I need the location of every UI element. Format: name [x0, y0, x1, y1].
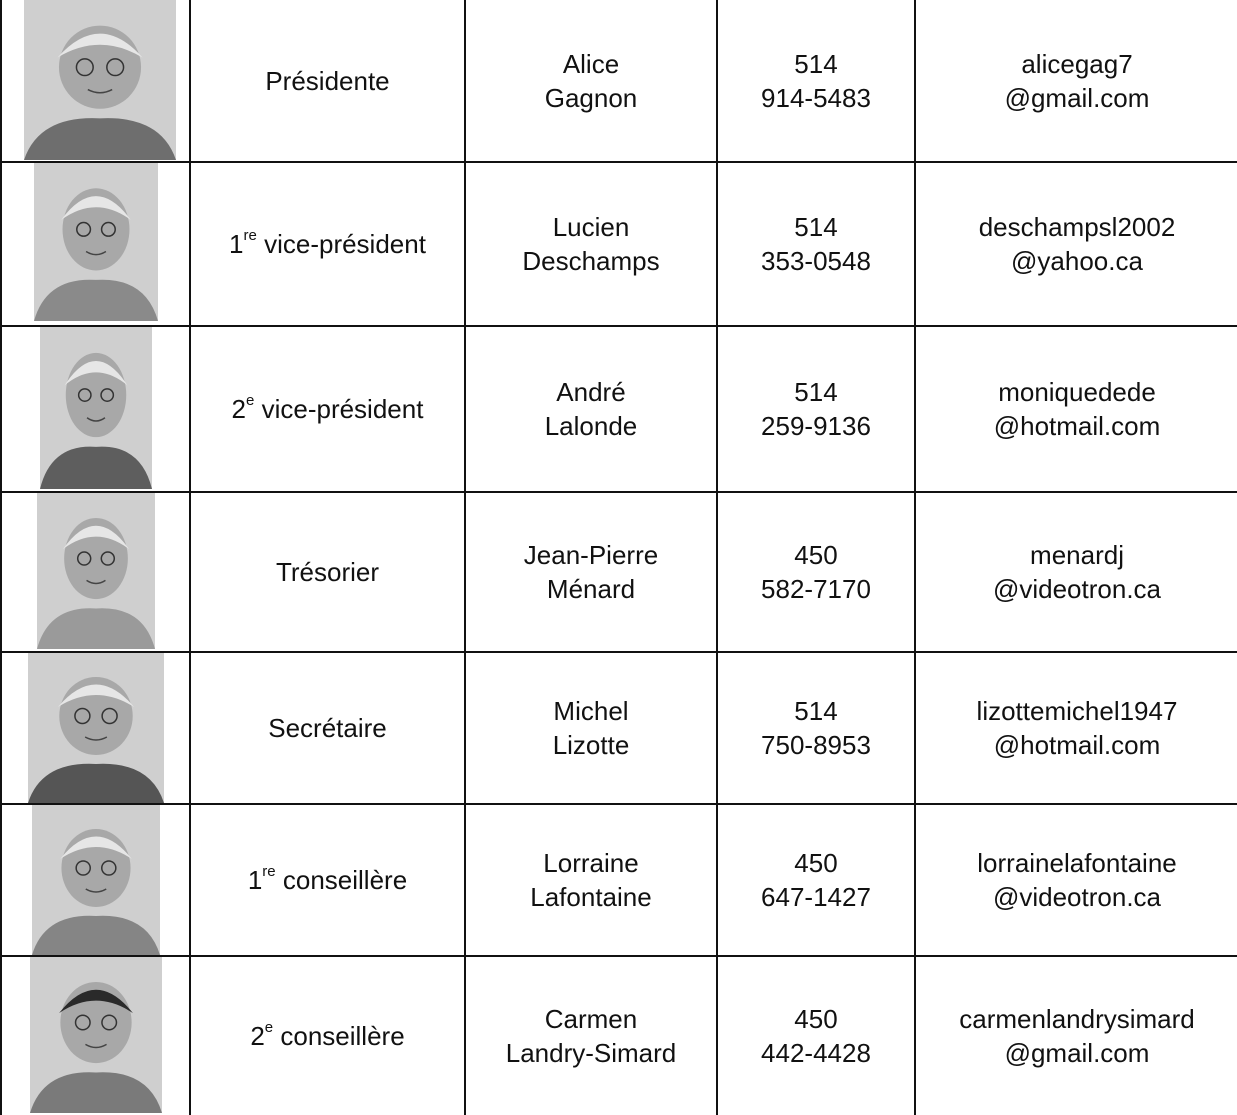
phone-cell: [717, 492, 915, 652]
last-name: Landry-Simard: [505, 1038, 677, 1068]
email-cell: [915, 0, 1237, 162]
name-cell: [465, 326, 717, 492]
email-user: moniquedede: [998, 377, 1156, 407]
phone-number: 750-8953: [761, 730, 871, 760]
phone-number: 647-1427: [761, 882, 871, 912]
role-label: 1: [229, 229, 244, 259]
role-cell: [190, 492, 465, 652]
email-user: alicegag7: [1021, 48, 1133, 79]
table-row: [1, 0, 1237, 162]
role-cell: [190, 804, 465, 956]
last-name: Lalonde: [544, 411, 638, 441]
last-name: Lizotte: [552, 730, 630, 760]
table-body: [1, 0, 1237, 1115]
phone-area-code: 514: [794, 212, 838, 242]
name-cell: [465, 162, 717, 326]
name-cell: [465, 956, 717, 1115]
last-name: Gagnon: [544, 82, 638, 113]
email-cell: [915, 956, 1237, 1115]
first-name: Jean-Pierre: [523, 540, 659, 570]
phone-area-code: 450: [794, 1004, 838, 1034]
name-cell: [465, 804, 717, 956]
role-cell: [190, 652, 465, 804]
phone-cell: [717, 804, 915, 956]
role-label: Secrétaire: [268, 713, 387, 743]
last-name: Lafontaine: [530, 882, 652, 912]
phone-cell: [717, 162, 915, 326]
portrait-photo-3: [40, 327, 152, 489]
email-cell: [915, 162, 1237, 326]
photo-cell: [1, 956, 190, 1115]
role-label-rest: vice-président: [254, 394, 424, 424]
phone-cell: [717, 0, 915, 162]
email-user: carmenlandrysimard: [959, 1004, 1195, 1034]
phone-cell: [717, 956, 915, 1115]
email-user: menardj: [1030, 540, 1124, 570]
role-label-rest: conseillère: [275, 865, 408, 895]
role-label-rest: vice-président: [256, 229, 426, 259]
phone-area-code: 450: [794, 848, 838, 878]
portrait-frame: [28, 653, 164, 803]
photo-cell: [1, 804, 190, 956]
email-domain: @videotron.ca: [992, 574, 1162, 604]
email-domain: @yahoo.ca: [1011, 246, 1143, 276]
portrait-photo-2: [34, 163, 158, 321]
email-cell: [915, 492, 1237, 652]
email-user: lizottemichel1947: [976, 696, 1178, 726]
email-user: deschampsl2002: [978, 212, 1176, 242]
role-cell: [190, 0, 465, 162]
portrait-photo-6: [32, 805, 160, 955]
portrait-photo-4: [37, 493, 155, 649]
email-domain: @hotmail.com: [993, 411, 1161, 441]
name-cell: [465, 652, 717, 804]
photo-cell: [1, 492, 190, 652]
table-row: [1, 492, 1237, 652]
email-domain: @hotmail.com: [993, 730, 1161, 760]
portrait-photo-5: [28, 653, 164, 803]
portrait-frame: [24, 0, 176, 160]
role-cell: [190, 162, 465, 326]
role-label: 1: [247, 865, 263, 895]
photo-cell: [1, 326, 190, 492]
portrait-frame: [37, 493, 155, 649]
first-name: Michel: [553, 696, 629, 726]
phone-number: 259-9136: [761, 411, 871, 441]
phone-cell: [717, 326, 915, 492]
photo-cell: [1, 0, 190, 162]
table-row: [1, 162, 1237, 326]
phone-number: 582-7170: [761, 574, 871, 604]
email-cell: [915, 326, 1237, 492]
role-cell: [190, 956, 465, 1115]
table-row: [1, 956, 1237, 1115]
phone-area-code: 450: [794, 540, 838, 570]
email-domain: @videotron.ca: [992, 882, 1162, 912]
email-cell: [915, 804, 1237, 956]
first-name: André: [556, 377, 626, 407]
photo-cell: [1, 652, 190, 804]
phone-number: 914-5483: [761, 82, 871, 113]
portrait-frame: [30, 957, 162, 1113]
last-name: Deschamps: [522, 246, 660, 276]
email-domain: @gmail.com: [1004, 82, 1150, 113]
table-row: [1, 652, 1237, 804]
portrait-frame: [40, 327, 152, 489]
first-name: Alice: [562, 48, 620, 79]
phone-area-code: 514: [794, 48, 838, 79]
portrait-frame: [32, 805, 160, 955]
name-cell: [465, 492, 717, 652]
phone-number: 353-0548: [761, 246, 871, 276]
role-ordinal-suffix: re: [243, 227, 257, 245]
role-label: Trésorier: [275, 557, 380, 587]
email-cell: [915, 652, 1237, 804]
photo-cell: [1, 162, 190, 326]
last-name: Ménard: [546, 574, 636, 604]
portrait-photo-7: [30, 957, 162, 1113]
role-label: Présidente: [265, 65, 390, 96]
phone-cell: [717, 652, 915, 804]
table-row: [1, 326, 1237, 492]
role-ordinal-suffix: re: [262, 863, 276, 881]
first-name: Lorraine: [543, 848, 639, 878]
role-ordinal-suffix: e: [264, 1019, 274, 1037]
portrait-photo-1: [24, 0, 176, 160]
first-name: Lucien: [552, 212, 630, 242]
role-label-rest: conseillère: [273, 1021, 405, 1051]
phone-area-code: 514: [794, 377, 838, 407]
role-label: 2: [250, 1021, 265, 1051]
role-label: 2: [231, 394, 247, 424]
table-row: [1, 804, 1237, 956]
role-cell: [190, 326, 465, 492]
email-domain: @gmail.com: [1004, 1038, 1150, 1068]
phone-area-code: 514: [794, 696, 838, 726]
role-ordinal-suffix: e: [246, 392, 255, 410]
email-user: lorrainelafontaine: [977, 848, 1177, 878]
portrait-frame: [34, 163, 158, 321]
name-cell: [465, 0, 717, 162]
phone-number: 442-4428: [761, 1038, 871, 1068]
first-name: Carmen: [544, 1004, 638, 1034]
